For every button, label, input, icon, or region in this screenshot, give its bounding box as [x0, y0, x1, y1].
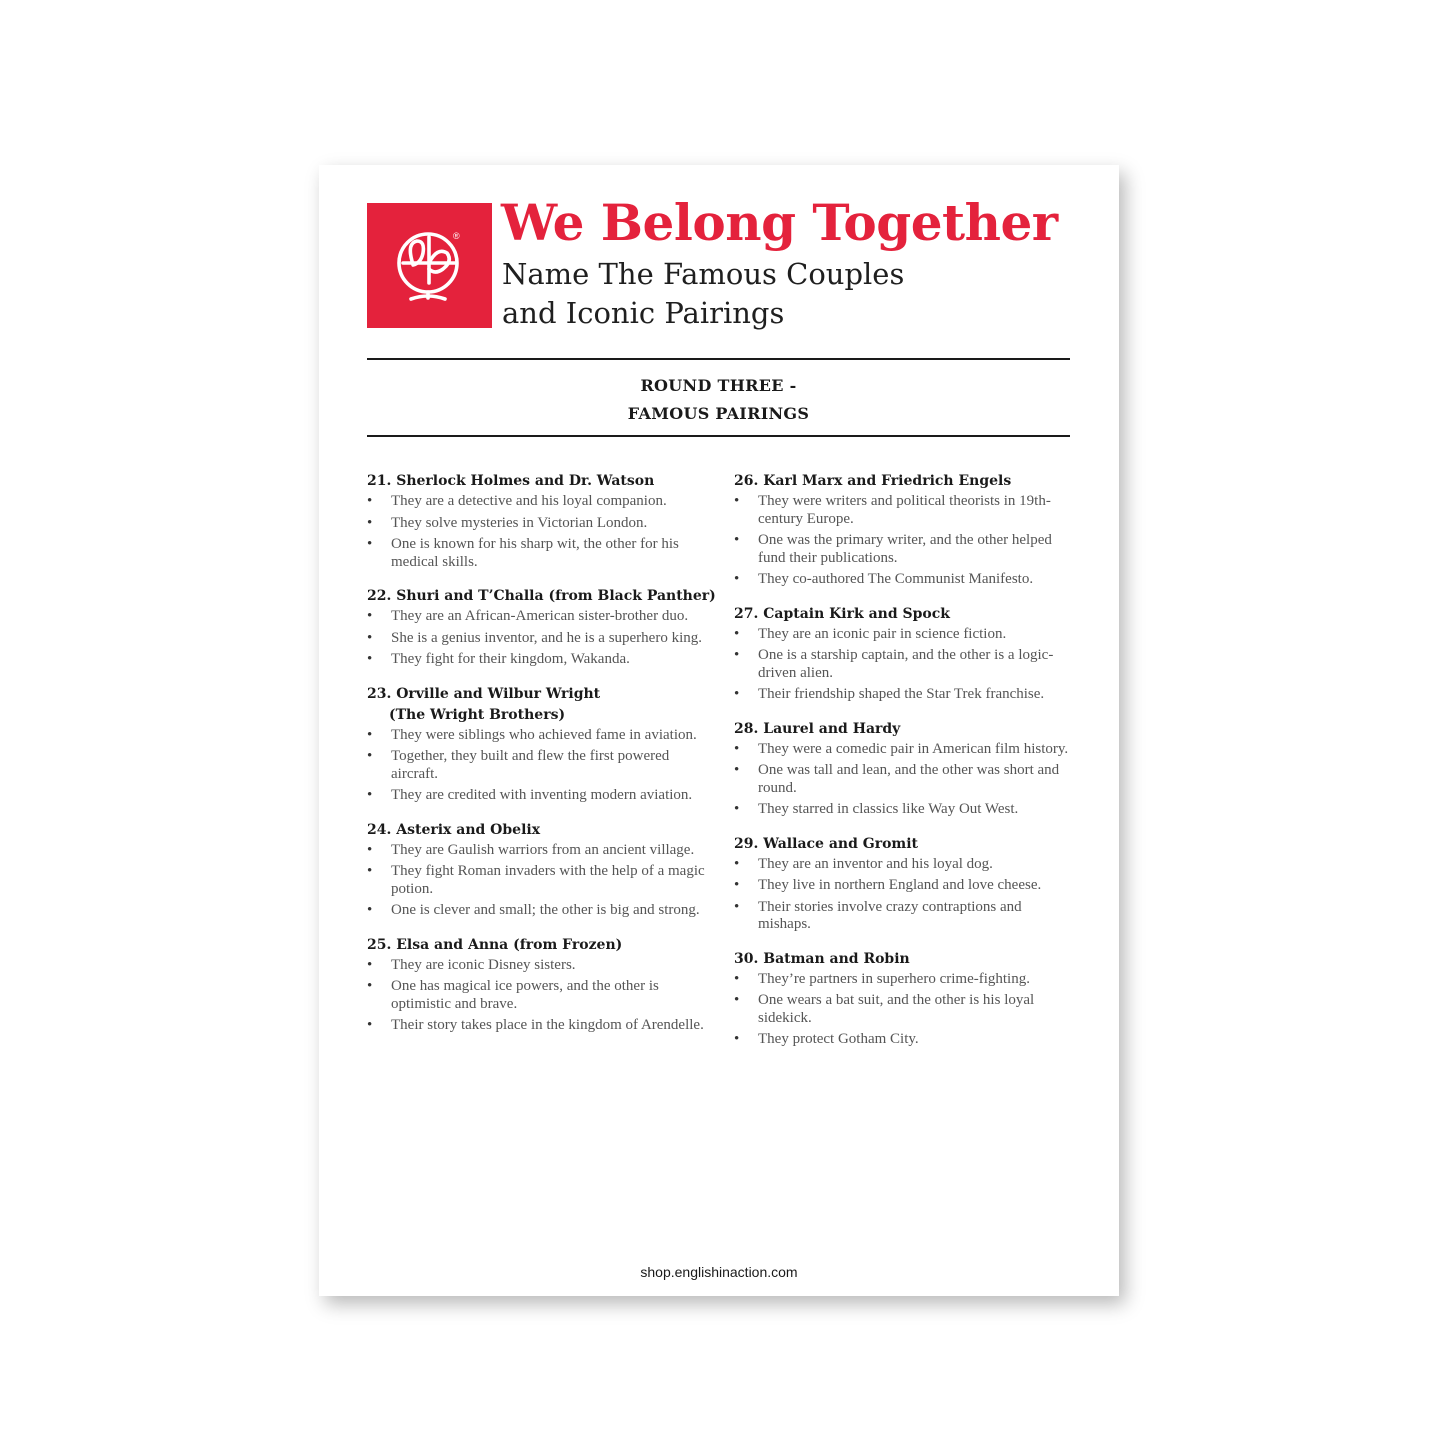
question-item	[734, 719, 1074, 819]
question-item	[734, 604, 1074, 704]
round-heading-line-2: FAMOUS PAIRINGS	[627, 404, 810, 423]
clue-list	[367, 493, 707, 571]
right-column	[734, 471, 1074, 1064]
clue-bullet: • They were siblings who achieved fame in aviation.	[367, 727, 707, 745]
question-title: 22. Shuri and T’Challa (from Black Panther)	[367, 588, 716, 604]
question-title: 21. Sherlock Holmes and Dr. Watson	[367, 473, 655, 489]
clue-bullet: • They’re partners in superhero crime-fighting.	[734, 971, 1074, 989]
question-title: 24. Asterix and Obelix	[367, 821, 541, 838]
question-item	[734, 834, 1074, 934]
clue-list	[367, 608, 707, 669]
clue-bullet: • One was tall and lean, and the other was short and round.	[734, 762, 1074, 797]
clue-list	[367, 957, 707, 1035]
question-title: 28. Laurel and Hardy	[734, 720, 901, 737]
question-title: 25. Elsa and Anna (from Frozen)	[367, 936, 623, 953]
clue-bullet: • One was the primary writer, and the other helped fund their publications.	[734, 532, 1074, 567]
page-title: We Belong Together	[501, 193, 1058, 252]
clue-bullet: • One is a starship captain, and the other is a logic-driven alien.	[734, 647, 1074, 682]
clue-bullet: • They are iconic Disney sisters.	[367, 957, 707, 975]
registered-mark: ®	[453, 231, 460, 241]
left-column	[367, 471, 716, 1050]
clue-bullet: • They were a comedic pair in American film history.	[734, 741, 1074, 759]
clue-list	[734, 626, 1074, 704]
question-item	[734, 949, 1074, 1049]
question-item	[367, 820, 707, 920]
subtitle-line-2: and Iconic Pairings	[502, 296, 785, 330]
question-item	[367, 935, 707, 1035]
round-heading	[367, 372, 1070, 428]
clue-bullet: • They solve mysteries in Victorian London.	[367, 515, 707, 533]
clue-bullet: • They were writers and political theorists in 19th-century Europe.	[734, 493, 1074, 528]
question-title-wrapper	[367, 684, 707, 726]
clue-bullet: • One wears a bat suit, and the other is his loyal sidekick.	[734, 992, 1074, 1027]
question-title: 29. Wallace and Gromit	[734, 835, 919, 852]
worksheet-page	[319, 165, 1119, 1296]
divider-top	[367, 358, 1070, 360]
clue-bullet: • They are credited with inventing modern aviation.	[367, 787, 707, 805]
clue-bullet: • Their friendship shaped the Star Trek franchise.	[734, 686, 1074, 704]
clue-bullet: • They fight Roman invaders with the help of a magic potion.	[367, 863, 707, 898]
clue-bullet: • One has magical ice powers, and the other is optimistic and brave.	[367, 978, 707, 1013]
clue-bullet: • They are Gaulish warriors from an ancient village.	[367, 842, 707, 860]
clue-bullet: • They protect Gotham City.	[734, 1031, 1074, 1049]
clue-bullet: • They are an inventor and his loyal dog.	[734, 856, 1074, 874]
subtitle-line-1: Name The Famous Couples	[502, 257, 905, 291]
clue-bullet: • They are an African-American sister-brother duo.	[367, 608, 707, 626]
clue-bullet: • They are a detective and his loyal companion.	[367, 493, 707, 511]
question-item	[734, 471, 1074, 589]
clue-bullet: • One is clever and small; the other is big and strong.	[367, 902, 707, 920]
clue-list	[367, 727, 707, 805]
brand-logo	[367, 203, 492, 328]
clue-list	[734, 856, 1074, 934]
footer-url: shop.englishinaction.com	[640, 1264, 798, 1280]
clue-list	[734, 741, 1074, 819]
question-title: 26. Karl Marx and Friedrich Engels	[734, 473, 1012, 489]
clue-bullet: • They fight for their kingdom, Wakanda.	[367, 651, 707, 669]
clue-bullet: • They co-authored The Communist Manifesto.	[734, 571, 1074, 589]
clue-bullet: • They live in northern England and love cheese.	[734, 877, 1074, 895]
divider-bottom	[367, 435, 1070, 437]
question-title: 27. Captain Kirk and Spock	[734, 605, 950, 622]
clue-bullet: • She is a genius inventor, and he is a superhero king.	[367, 630, 707, 648]
question-item	[367, 684, 707, 805]
page-subtitle	[502, 255, 904, 333]
eia-globe-logo-icon	[367, 203, 492, 328]
clue-bullet: • Their stories involve crazy contraptions and mishaps.	[734, 899, 1074, 934]
clue-list	[734, 971, 1074, 1049]
clue-bullet: • Their story takes place in the kingdom of Arendelle.	[367, 1017, 707, 1035]
question-title-subline: (The Wright Brothers)	[389, 706, 566, 723]
clue-bullet: • They starred in classics like Way Out West.	[734, 801, 1074, 819]
question-item	[367, 586, 716, 669]
clue-bullet: • They are an iconic pair in science fiction.	[734, 626, 1074, 644]
clue-list	[367, 842, 707, 920]
clue-list	[734, 493, 1074, 589]
clue-bullet: • Together, they built and flew the first powered aircraft.	[367, 748, 707, 783]
question-item	[367, 471, 707, 571]
question-title: 23. Orville and Wilbur Wright	[367, 685, 601, 702]
question-title: 30. Batman and Robin	[734, 950, 910, 967]
clue-bullet: • One is known for his sharp wit, the other for his medical skills.	[367, 536, 707, 571]
round-heading-line-1: ROUND THREE -	[640, 376, 797, 395]
